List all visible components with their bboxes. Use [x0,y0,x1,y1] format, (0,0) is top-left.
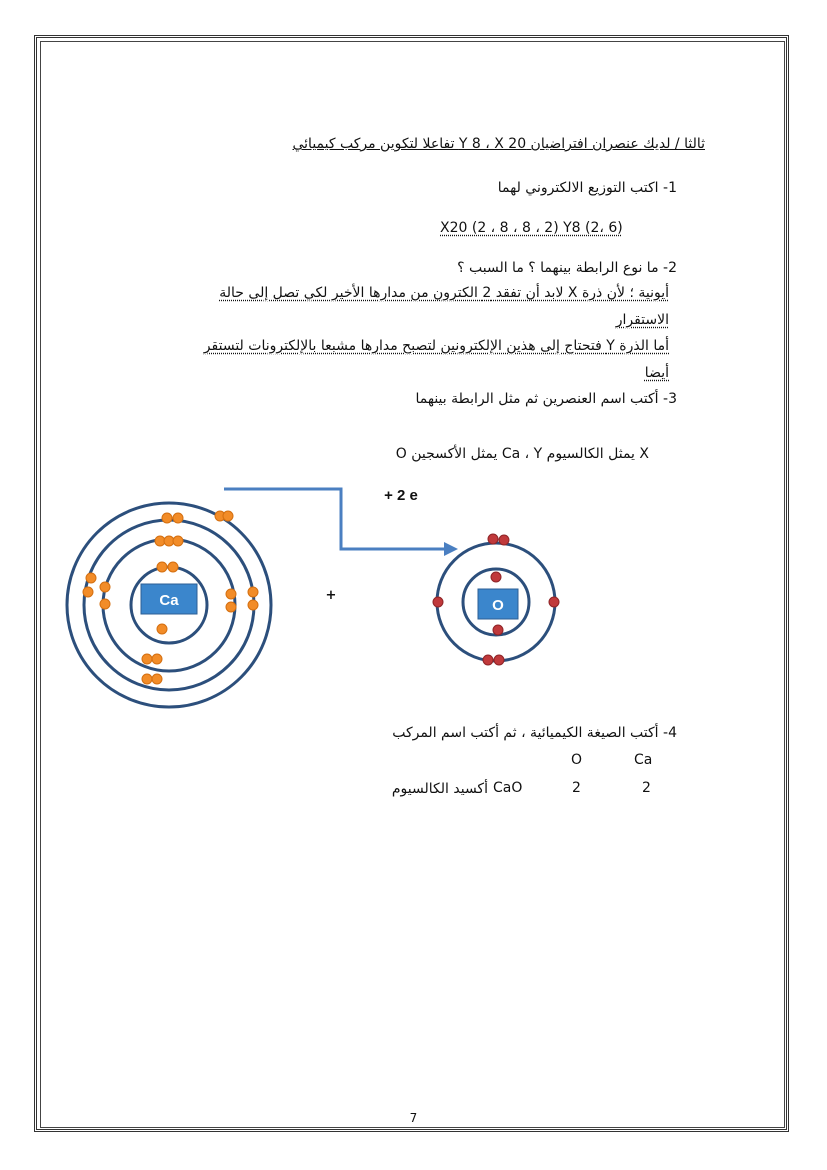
valence-ca: 2 [642,780,651,796]
o-electron [493,625,503,635]
symbol-o: O [571,752,583,768]
answer-2-line-4: أيضا [644,365,669,381]
question-3: 3- أكتب اسم العنصرين ثم مثل الرابطة بينهما [415,391,677,407]
valence-o: 2 [572,780,581,796]
question-4: 4- أكتب الصيغة الكيميائية ، ثم أكتب اسم المركب [392,725,677,741]
answer-3: X يمثل الكالسيوم Ca ، Y يمثل الأكسجين O [395,446,649,462]
ca-electron [142,654,152,664]
ca-electron [173,536,183,546]
ca-electron [248,600,258,610]
o-nucleus-label: O [492,597,504,614]
ca-electron [157,624,167,634]
ca-electron [152,654,162,664]
oxygen-atom [433,534,559,665]
compound-name: أكسيد الكالسيوم [391,781,488,797]
ca-electron [226,589,236,599]
ca-electron [168,562,178,572]
symbol-ca: Ca [634,752,653,768]
answer-2-line-3: أما الذرة Y فتحتاج إلى هذين الإلكترونين لتصبح مدارها مشبعا بالإلكترونات لتستقر [203,338,669,354]
answer-1: X20 (2 ، 8 ، 8 ، 2) Y8 (2، 6) [440,220,623,236]
o-electron [488,534,498,544]
ca-electron [100,599,110,609]
question-2: 2- ما نوع الرابطة بينهما ؟ ما السبب ؟ [457,260,677,276]
ca-electron [226,602,236,612]
chemical-formula: CaO [493,780,523,796]
answer-2-line-1: أيونية ؛ لأن ذرة X لابد أن تفقد 2 الكترون من مدارها الأخير لكي تصل إلى حالة [219,285,669,301]
ca-electron [223,511,233,521]
ca-electron [100,582,110,592]
o-electron [483,655,493,665]
ca-electron [162,513,172,523]
ca-electron [157,562,167,572]
ca-electron [83,587,93,597]
ca-electron [248,587,258,597]
ca-nucleus-label: Ca [159,592,179,609]
ca-electron [173,513,183,523]
o-electron [499,535,509,545]
ca-electron [86,573,96,583]
ca-electron [142,674,152,684]
section-heading: ثالثا / لديك عنصران افتراضيان Y 8 ، X 20 تفاعلا لتكوين مركب كيميائي [292,136,705,152]
transfer-label: + 2 e [384,487,418,504]
page-number: 7 [409,1111,418,1125]
o-electron [494,655,504,665]
ca-electron [152,674,162,684]
o-electron [491,572,501,582]
o-electron [433,597,443,607]
calcium-atom [67,503,271,707]
o-electron [549,597,559,607]
answer-2-line-2: الاستقرار [615,312,669,328]
electron-transfer-arrow [224,489,458,556]
plus-sign: + [325,588,337,603]
question-1: 1- اكتب التوزيع الالكتروني لهما [497,180,677,196]
